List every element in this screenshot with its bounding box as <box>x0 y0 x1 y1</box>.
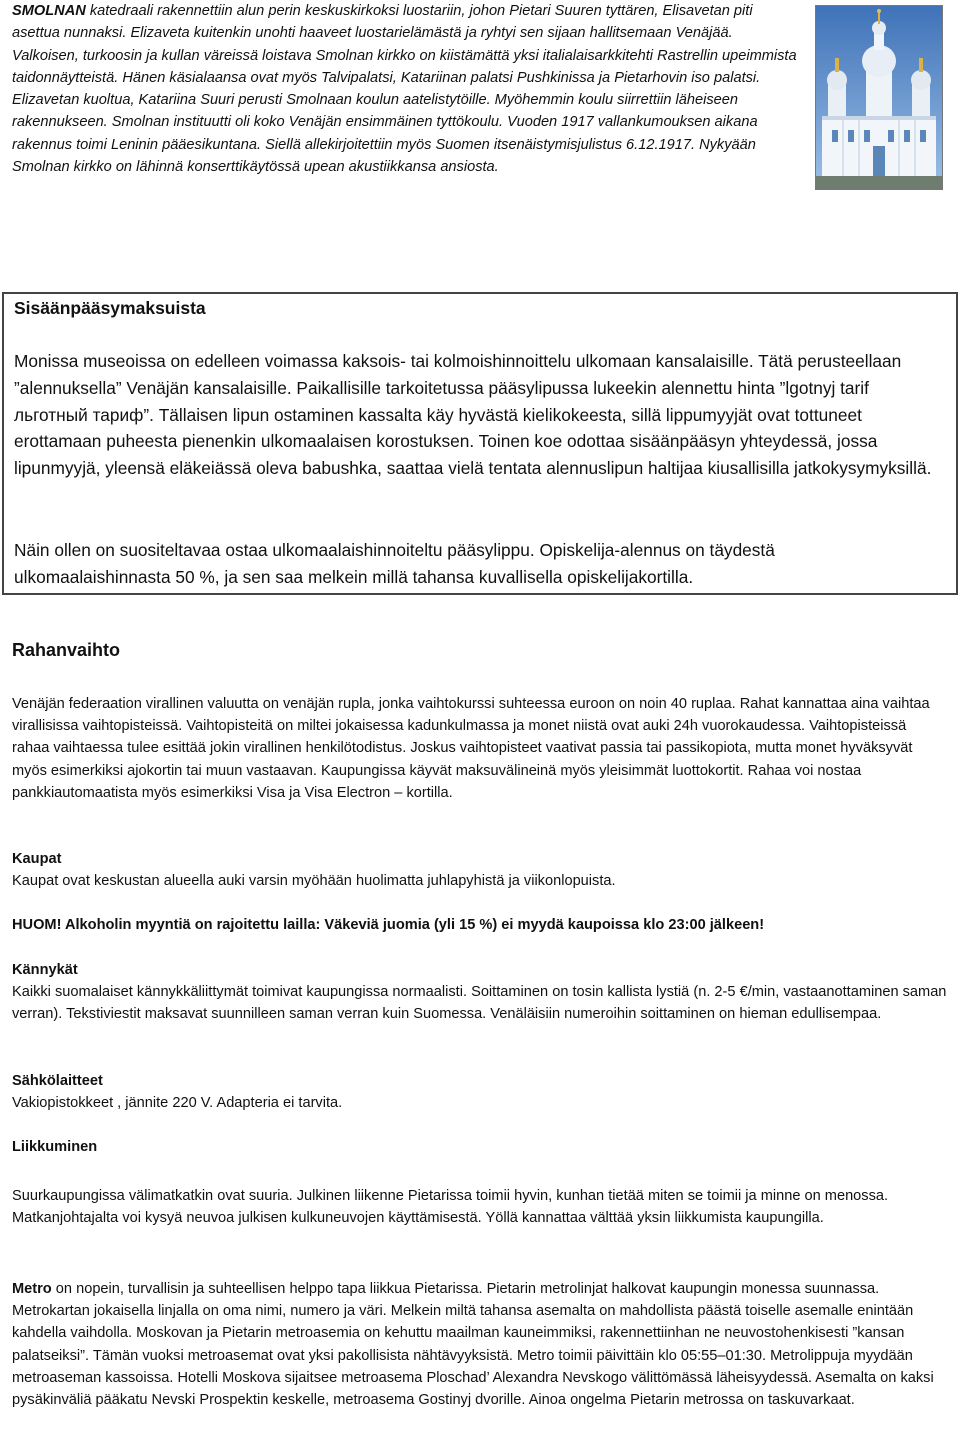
currency-paragraph: Venäjän federaation virallinen valuutta on venäjän rupla, jonka vaihtokurssi suhteessa euroon on noin 40 ruplaa. Rahat kannattaa aina vaihtaa virallisissa vaihtopisteissä. Vaihtopisteitä on miltei jokaisessa kadunkulmassa ja monet niistä ovat auki 24h vuorokaudessa. Vaihtopisteissä rahaa vaihtaessa tulee esittää jokin virallinen henkilötodistus. Joskus vaihtopisteet vaativat passia tai passikopiota, mutta monet hyväksyvät myös esimerkiksi ajokortin tai muun vastaavan. Kaupungissa käyvät maksuvälineinä myös yleisimmät luottokortit. Rahaa voi nostaa pankkiautomaatista myös esimerkiksi Visa ja Visa Electron – kortilla. <box>12 696 930 801</box>
smolny-cathedral-photo <box>815 5 943 190</box>
metro-lead: Metro <box>12 1281 52 1297</box>
admission-paragraph-1: Monissa museoissa on edelleen voimassa kaksois- tai kolmoishinnoittelu ulkomaan kansalaisille. Tätä perusteellaan ”alennuksella” Venäjän kansalaisille. Paikallisille tarkoitetussa pääsylipussa lukeekin alennettu hinta ”lgotnyj tarif льготный тариф”. Tällaisen lipun ostaminen kassalta käy hyvästä kielikokeesta, sillä lippumyyjät ovat tottuneet erottamaan puheesta pienenkin ulkomaalaisen korostuksen. Toinen koe odottaa sisäänpääsyn yhteydessä, jossa lipunmyyjä, yleensä eläkeiässä oleva babushka, saattaa vielä tentata alennuslipun haltijaa kiusallisilla jatkokysymyksillä. <box>14 351 932 479</box>
shops-paragraph: Kaupat ovat keskustan alueella auki varsin myöhään huolimatta juhlapyhistä ja viikonlopuista. <box>12 873 616 889</box>
currency-heading: Rahanvaihto <box>12 640 121 660</box>
intro-text: katedraali rakennettiin alun perin keskuskirkoksi luostariin, johon Pietari Suuren tyttären, Elisavetan piti asettua nunnaksi. Elizaveta kuitenkin unohti haaveet luostarielämästä ja ryhtyi sen sijaan hallitsemaan Venäjää. Valkoisen, turkoosin ja kullan väreissä loistava Smolnan kirkko on kiistämättä yksi italialaisarkkitehti Rastrellin upeimmista taidonnäytteistä. Hänen käsialaansa ovat myös Talvipalatsi, Katariinan palatsi Pushkinissa ja Pietarhovin iso palatsi. Elizavetan kuoltua, Katariina Suuri perusti Smolnaan koulun aatelistytöille. Myöhemmin koulu siirrettiin läheiseen rakennukseen. Smolnan instituutti oli koko Venäjän ensimmäinen tyttökoulu. Vuoden 1917 vallankumouksen aikana rakennus toimi Leninin pääesikuntana. Siellä allekirjoitettiin myös Suomen itsenäistymisjulistus 6.12.1917. Nykyään Smolnan kirkko on lähinnä konserttikäytössä upean akustiikkansa ansiosta. <box>12 3 797 176</box>
electric-heading: Sähkölaitteet <box>12 1073 103 1089</box>
intro-paragraph <box>12 0 802 178</box>
transport-heading: Liikkuminen <box>12 1139 98 1155</box>
admission-heading: Sisäänpääsymaksuista <box>14 298 206 318</box>
cathedral-illustration <box>816 6 942 189</box>
intro-lead: SMOLNAN <box>12 3 86 19</box>
metro-text: on nopein, turvallisin ja suhteellisen helppo tapa liikkua Pietarissa. Pietarin metrolinjat halkovat kaupungin monessa suunnassa. Metrokartan jokaisella linjalla on oma nimi, numero ja väri. Melkein miltä tahansa asemalta on mahdollista päästä toiselle asemalle enintään kahdella vaihdolla. Moskovan ja Pietarin metroasemia on kehuttu maailman kauneimmiksi, rakennettiinhan ne neuvostohenkisesti ”kansan palatseiksi”. Tämän vuoksi metroasemat ovat yksi pakollisista nähtävyyksistä. Metro toimii päivittäin klo 05:55–01:30. Metrolippuja myydään metroaseman kassoissa. Hotelli Moskova sijaitsee metroasema Ploschad’ Alexandra Nevskogo välittömässä läheisyydessä. Asemalta on kaksi pysäkinväliä pääkatu Nevski Prospektin keskelle, metroasema Gostinyj dvorille. Ainoa ongelma Pietarin metrossa on taskuvarkaat. <box>12 1281 934 1409</box>
shops-heading: Kaupat <box>12 851 62 867</box>
metro-paragraph <box>12 1278 947 1411</box>
electric-paragraph: Vakiopistokkeet , jännite 220 V. Adapteria ei tarvita. <box>12 1095 343 1111</box>
admission-fees-box <box>2 292 958 595</box>
alcohol-notice: HUOM! Alkoholin myyntiä on rajoitettu lailla: Väkeviä juomia (yli 15 %) ei myydä kaupoissa klo 23:00 jälkeen! <box>12 917 765 933</box>
admission-paragraph-2: Näin ollen on suositeltavaa ostaa ulkomaalaishinnoiteltu pääsylippu. Opiskelija-alennus on täydestä ulkomaalaishinnasta 50 %, ja sen saa melkein millä tahansa kuvallisella opiskelijakortilla. <box>14 540 775 587</box>
phones-heading: Kännykät <box>12 962 78 978</box>
phones-paragraph: Kaikki suomalaiset kännykkäliittymät toimivat kaupungissa normaalisti. Soittaminen on tosin kallista lystiä (n. 2-5 €/min, vastaanottaminen saman verran). Tekstiviestit maksavat suunnilleen saman verran kuin Suomessa. Venäläisiin numeroihin soittaminen on hieman edullisempaa. <box>12 984 947 1023</box>
transport-paragraph: Suurkaupungissa välimatkatkin ovat suuria. Julkinen liikenne Pietarissa toimii hyvin, kunhan tietää miten se toimii ja minne on menossa. Matkanjohtajalta voi kysyä neuvoa julkisen kulkuneuvojen käyttämisestä. Yöllä kannattaa välttää yksin liikkumista kaupungilla. <box>12 1188 889 1227</box>
